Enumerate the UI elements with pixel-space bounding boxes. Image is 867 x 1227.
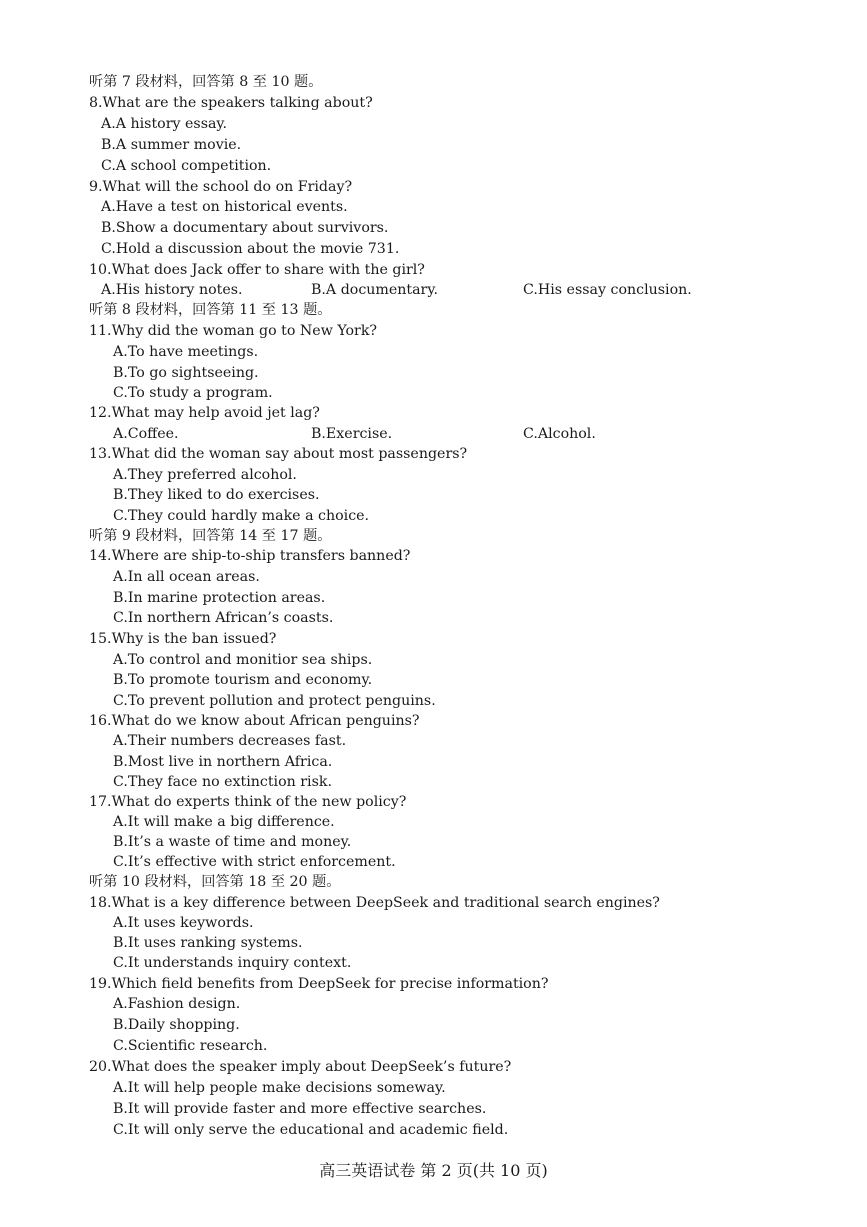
section-heading: 听第 9 段材料，回答第 14 至 17 题。 [89,528,332,544]
option-9a: A.Have a test on historical events. [101,199,348,215]
option-18c: C.It understands inquiry context. [113,955,352,971]
section-heading: 听第 8 段材料，回答第 11 至 13 题。 [89,302,332,318]
option-10a: A.His history notes. [101,282,243,298]
option-11b: B.To go sightseeing. [113,365,259,381]
option-8c: C.A school competition. [101,158,272,174]
option-12a: A.Coffee. [113,426,179,442]
question-12: 12.What may help avoid jet lag? [89,405,320,421]
question-13: 13.What did the woman say about most passengers? [89,446,468,462]
option-19b: B.Daily shopping. [113,1017,240,1033]
question-9: 9.What will the school do on Friday? [89,179,353,195]
option-17b: B.It’s a waste of time and money. [113,834,352,850]
question-19: 19.Which field benefits from DeepSeek for precise information? [89,976,549,992]
option-19a: A.Fashion design. [113,996,241,1012]
option-14c: C.In northern African’s coasts. [113,610,334,626]
option-9c: C.Hold a discussion about the movie 731. [101,241,400,257]
option-11c: C.To study a program. [113,385,273,401]
option-11a: A.To have meetings. [113,344,259,360]
option-16a: A.Their numbers decreases fast. [113,733,347,749]
question-20: 20.What does the speaker imply about DeepSeek’s future? [89,1059,512,1075]
option-13a: A.They preferred alcohol. [113,467,297,483]
option-16c: C.They face no extinction risk. [113,774,332,790]
option-20a: A.It will help people make decisions someway. [113,1080,446,1096]
question-16: 16.What do we know about African penguins? [89,713,420,729]
option-20b: B.It will provide faster and more effective searches. [113,1101,487,1117]
option-18b: B.It uses ranking systems. [113,935,303,951]
option-8a: A.A history essay. [101,116,228,132]
option-13b: B.They liked to do exercises. [113,487,320,503]
question-17: 17.What do experts think of the new policy? [89,794,407,810]
question-10: 10.What does Jack offer to share with the girl? [89,262,425,278]
option-12c: C.Alcohol. [523,426,596,442]
option-15b: B.To promote tourism and economy. [113,672,373,688]
section-heading: 听第 10 段材料，回答第 18 至 20 题。 [89,874,341,890]
option-17a: A.It will make a big difference. [113,814,335,830]
option-8b: B.A summer movie. [101,137,242,153]
option-16b: B.Most live in northern Africa. [113,754,333,770]
option-15c: C.To prevent pollution and protect penguins. [113,693,436,709]
option-14b: B.In marine protection areas. [113,590,326,606]
option-19c: C.Scientific research. [113,1038,268,1054]
question-8: 8.What are the speakers talking about? [89,95,373,111]
option-13c: C.They could hardly make a choice. [113,508,370,524]
option-15a: A.To control and monitior sea ships. [113,652,373,668]
question-14: 14.Where are ship-to-ship transfers banned? [89,548,411,564]
option-12b: B.Exercise. [311,426,393,442]
question-18: 18.What is a key difference between DeepSeek and traditional search engines? [89,895,660,911]
question-11: 11.Why did the woman go to New York? [89,323,378,339]
page-footer: 高三英语试卷 第 2 页(共 10 页) [319,1161,548,1180]
option-17c: C.It’s effective with strict enforcement. [113,854,396,870]
question-15: 15.Why is the ban issued? [89,631,277,647]
section-heading: 听第 7 段材料，回答第 8 至 10 题。 [89,74,323,90]
option-10c: C.His essay conclusion. [523,282,692,298]
option-10b: B.A documentary. [311,282,438,298]
option-20c: C.It will only serve the educational and academic field. [113,1122,509,1138]
option-18a: A.It uses keywords. [113,915,254,931]
option-14a: A.In all ocean areas. [113,569,260,585]
option-9b: B.Show a documentary about survivors. [101,220,389,236]
